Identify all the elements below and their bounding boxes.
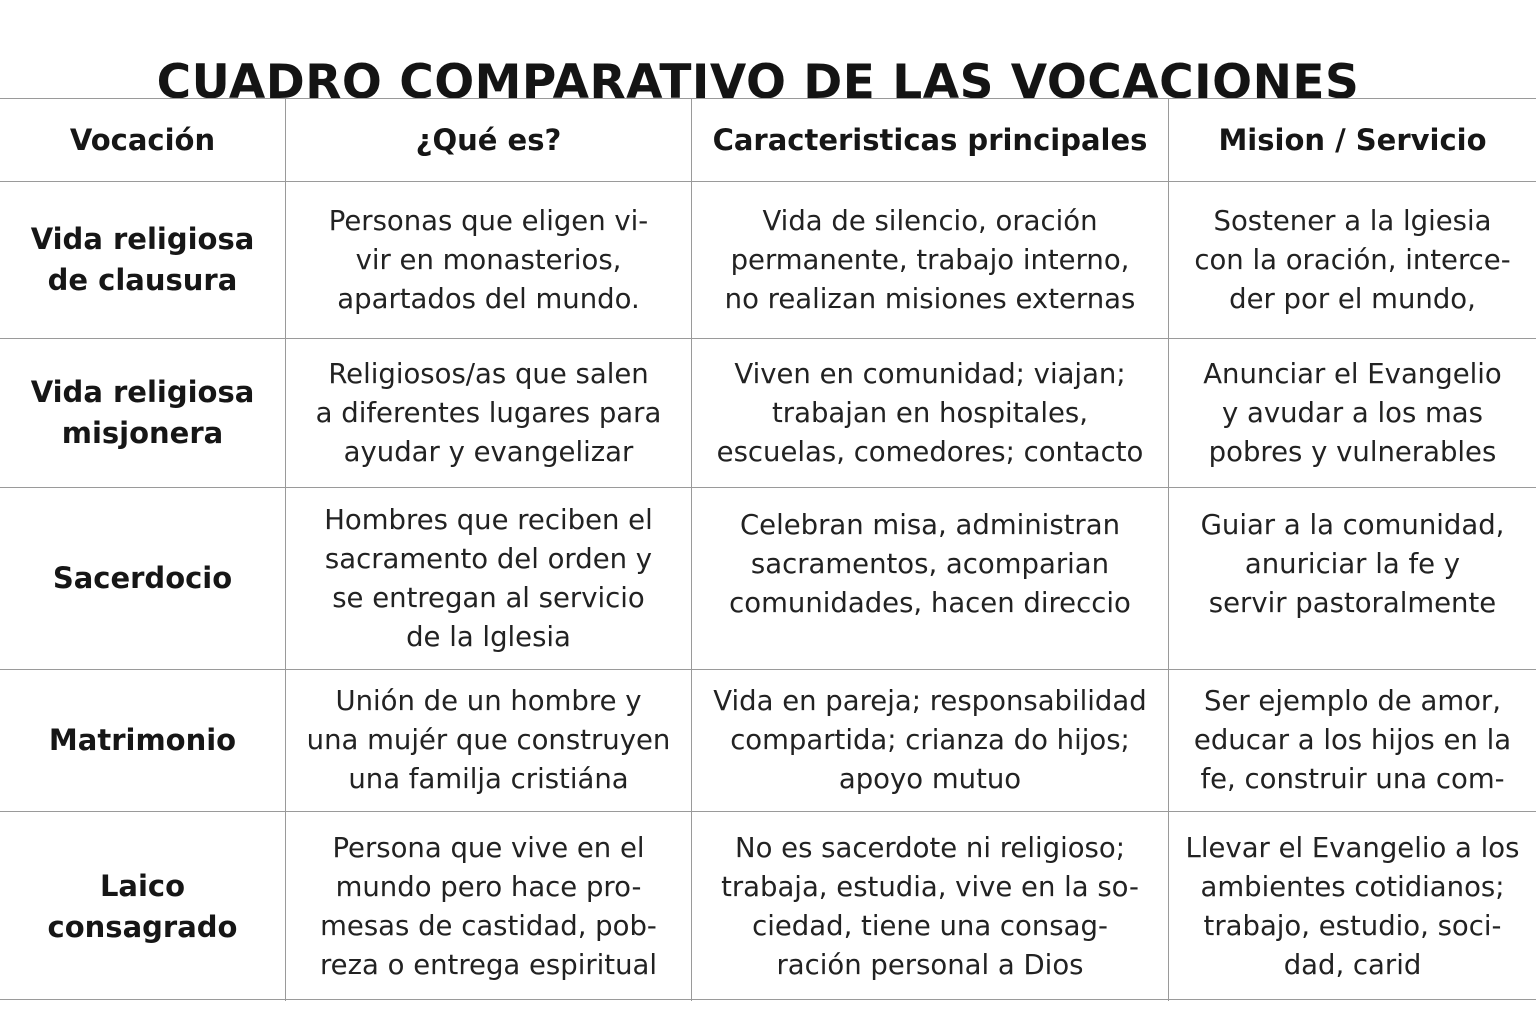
row-features-cell: Viven en comunidad; viajan; trabajan en hospitales, escuelas, comedores; contacto [692, 339, 1169, 488]
row-features-cell: Vida de silencio, oración permanente, trabajo interno, no realizan misiones externas [692, 182, 1169, 339]
row-mission-cell: Llevar el Evangelio a los ambientes cotidianos; trabajo, estudio, soci- dad, carid [1185, 831, 1520, 981]
header-mision: Mision / Servicio [1169, 99, 1536, 182]
row-mission-cell: Guiar a la comunidad, anuriciar la fe y servir pastoralmente [1169, 488, 1536, 670]
row-what-cell: Religiosos/as que salen a diferentes lugares para ayudar y evangelizar [286, 339, 692, 488]
row-vocation-name: Vida religiosa misjonera [0, 339, 286, 488]
row-features-cell: Vida en pareja; responsabilidad compartida; crianza do hijos; apoyo mutuo [692, 670, 1169, 812]
row-what-cell: Hombres que reciben el sacramento del orden y se entregan al servicio de la lglesia [286, 488, 692, 670]
row-mission-cell: Anunciar el Evangelio y avudar a los mas pobres y vulnerables [1169, 339, 1536, 488]
row-features-cell: No es sacerdote ni religioso; trabaja, estudia, vive en la so- ciedad, tiene una consag- ración personal a Dios [692, 812, 1169, 1001]
row-what-cell: Unión de un hombre y una mujér que construyen una familja cristiána [286, 670, 692, 812]
row-vocation-name: Sacerdocio [0, 488, 286, 670]
row-mission-cell: Sostener a la lgiesia con la oración, interce- der por el mundo, [1169, 182, 1536, 339]
row-what-cell: Persona que vive en el mundo pero hace pro- mesas de castidad, pob- reza o entrega espiritual [286, 812, 692, 1001]
vocations-table [0, 98, 1536, 1000]
header-vocacion: Vocación [0, 99, 286, 182]
row-what-cell: Personas que eligen vi- vir en monasterios, apartados del mundo. [286, 182, 692, 339]
row-vocation-name: Laico consagrado [0, 812, 286, 1001]
row-mission-cell: Ser ejemplo de amor, educar a los hijos en la fe, construir una com- [1169, 670, 1536, 812]
row-vocation-name: Matrimonio [0, 670, 286, 812]
page-title: CUADRO COMPARATIVO DE LAS VOCACIONES [156, 55, 1360, 111]
header-que-es: ¿Qué es? [286, 99, 692, 182]
header-caracteristicas: Caracteristicas principales [692, 99, 1169, 182]
row-vocation-name: Vida religiosa de clausura [0, 182, 286, 339]
row-features-cell: Celebran misa, administran sacramentos, acomparian comunidades, hacen direccio [692, 488, 1169, 670]
